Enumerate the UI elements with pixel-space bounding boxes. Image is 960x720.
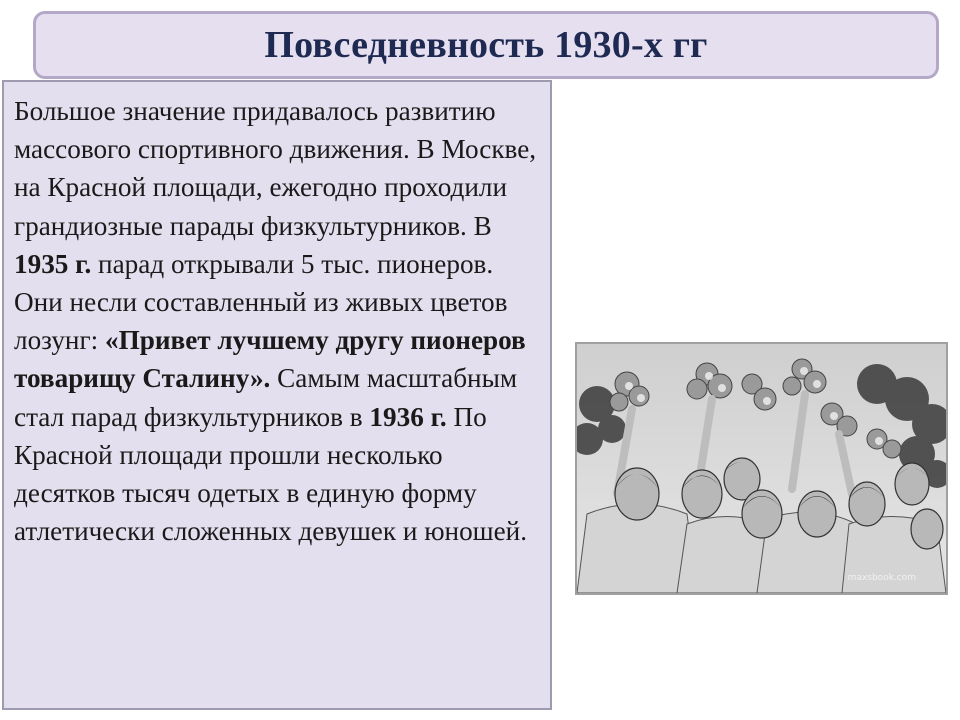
body-text-3: Самым масштабным стал парад физкультурников в: [14, 363, 518, 432]
body-text-2: парад открывали 5 тыс. пионеров. Они несли составленный из живых цветов лозунг:: [14, 248, 508, 356]
body-text: [14, 92, 542, 550]
watermark-text: maxsbook.com: [847, 573, 916, 583]
year-1935: 1935 г.: [14, 248, 92, 279]
title-bar: [33, 11, 939, 79]
parade-photo: [575, 342, 948, 595]
page-title: Повседневность 1930-х гг: [264, 24, 708, 66]
text-box: [2, 80, 552, 710]
slogan-quote: «Привет лучшему другу пионеров товарищу Сталину».: [14, 325, 526, 394]
body-text-4: По Красной площади прошли несколько десятков тысяч одетых в единую форму атлетически сложенных девушек и юношей.: [14, 401, 528, 547]
body-text-1: Большое значение придавалось развитию массового спортивного движения. В Москве, на Красной площади, ежегодно проходили грандиозные парады физкультурников. В: [14, 96, 537, 241]
parade-photo-drawing: [577, 344, 946, 593]
year-1936: 1936 г.: [369, 401, 447, 432]
